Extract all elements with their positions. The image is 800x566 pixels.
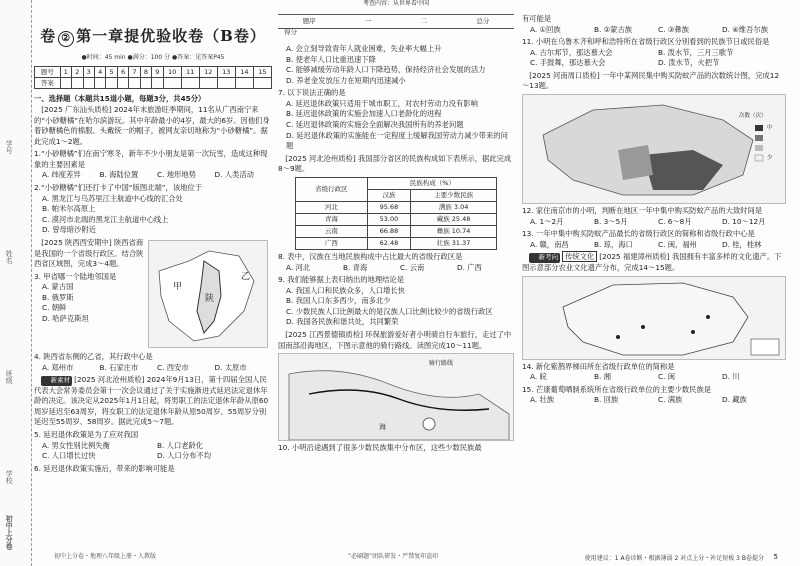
option[interactable]: A. 皖 (530, 372, 547, 382)
table-cell: 满族 3.04 (410, 201, 497, 213)
binding-label-school: 学校 (5, 470, 14, 484)
middle-footer: “必刷题”团队研发・严禁复印盗印 (348, 553, 439, 561)
header-row-label: 得分 (284, 28, 297, 36)
option[interactable]: B. 青海 (343, 262, 368, 272)
options-15 (522, 395, 786, 406)
ethnic-table-subhead: 汉族 (368, 189, 411, 201)
options-6 (278, 44, 514, 86)
option[interactable]: C. 人口增长过快 (42, 451, 96, 461)
option[interactable]: A. 赣，南昌 (530, 239, 569, 249)
answer-cell[interactable] (235, 78, 253, 89)
table-cell: 彝族 10.74 (410, 225, 497, 237)
option[interactable]: D. 曾母暗沙附近 (42, 225, 97, 235)
answer-cell[interactable] (83, 78, 94, 89)
q10-continued: 有可能是 (522, 14, 552, 23)
left-column (34, 0, 272, 566)
option[interactable]: B. 人口老龄化 (157, 440, 204, 450)
option[interactable]: C. 延迟退休政策的实施会全面解决我国所有的养老问题 (286, 120, 464, 130)
option[interactable]: B. 延迟退休政策的实施会加速人口老龄化的进程 (286, 109, 442, 119)
route-map-drawing (279, 354, 513, 440)
question-1: 1.“小砂糖橘”们在南宁寒冬，新年不少小朋友是第一次玩雪，造成这种现象的主要因素是 (34, 149, 268, 169)
option[interactable]: B. 我国人口东多西少，南多北少 (286, 296, 391, 306)
ethnic-table-subhead: 主要少数民族 (410, 189, 497, 201)
header-note: 考查内容：从世界看中国 (362, 0, 429, 7)
table-cell: 62.48 (368, 237, 411, 249)
option[interactable]: A. 河北 (286, 262, 311, 272)
option[interactable]: D. ④维吾尔族 (722, 24, 768, 34)
options-7 (278, 99, 514, 152)
option[interactable]: B. 石家庄市 (99, 362, 139, 372)
header-col: 一 (364, 17, 372, 25)
question-14: 14. 新化紫鹊界梯田所在省级行政单位的简称是 (522, 361, 675, 371)
legend-low: 少 (767, 155, 773, 162)
table-cell: 藏族 25.48 (410, 213, 497, 225)
option[interactable]: D. 10～12月 (722, 216, 766, 226)
binding-label-class: 班级 (5, 370, 14, 384)
option[interactable]: C. 西安市 (157, 362, 189, 372)
answer-cell[interactable] (217, 78, 235, 89)
option[interactable]: C. 少数民族人口比例最大的是汉族人口比例比较少的省级行政区 (286, 306, 493, 316)
passage-2: [2025 陕西西安期中] 陕西省商是我国的一个省级行政区。结合陕西省区域图，完成3～4题。 (34, 237, 144, 269)
option[interactable]: D. 藏族 (722, 395, 747, 405)
options-14 (522, 372, 786, 383)
answer-table (34, 66, 272, 89)
title-number: ② (58, 31, 74, 47)
answer-col: 3 (83, 67, 94, 78)
answer-cell[interactable] (152, 78, 163, 89)
option[interactable]: C. 6～8月 (658, 216, 692, 226)
question-13: 13. 一年中集中购买防蚊产品最长的省级行政区的简称和省级行政中心是 (522, 229, 755, 239)
question-5: 5. 延迟退休政策是为了应对我国 (34, 430, 139, 439)
option[interactable]: C. 闽，福州 (658, 239, 697, 249)
legend-title: 次数（次） (739, 113, 767, 120)
header-col: 总分 (476, 17, 490, 25)
option[interactable]: D. 我国各民族和谐共处，共同繁荣 (286, 317, 399, 327)
passage-3-text: [2025 河北沧州质检] 2024年9月13日，第十四届全国人民代表大会常务委员会第十一次会议通过了关于实施渐进式延迟法定退休年龄的决定。该决定从2025年1月1日起，将男职工的法定退休年龄从原60周岁延迟至63周岁，将女职工的法定退休年龄从原50周岁、55周岁分别延迟至55周岁、58周岁。据此完成5～7题。 (34, 375, 269, 427)
option[interactable]: B. 使老年人口比重迅速下降 (286, 54, 376, 64)
option[interactable]: D. 广西 (457, 262, 482, 272)
table-cell: 壮族 31.37 (410, 237, 497, 249)
mosquito-map-drawing (523, 95, 785, 203)
map-label-jia: 甲 (173, 281, 183, 292)
option[interactable]: C. 云南 (400, 262, 425, 272)
answer-col: 10 (163, 67, 181, 78)
table-row (295, 201, 497, 213)
question-15: 15. 芒康葡萄晒制系统所在省级行政单位的主要少数民族是 (522, 384, 712, 394)
q3-4-block (34, 238, 272, 350)
legend-high: 中 (767, 125, 773, 132)
passage-7-text: [2025 福建漳州质检] 我国拥有丰富多样的文化遗产。下图示意部分农业文化遗产分布，完成14～15题。 (522, 252, 782, 272)
answer-col: 5 (106, 67, 117, 78)
option[interactable]: B. 湘 (594, 372, 611, 382)
options-9 (278, 286, 514, 328)
heritage-map-drawing (523, 277, 785, 359)
binding-label-name: 姓名 (5, 250, 14, 264)
mosquito-map (522, 94, 786, 204)
right-column (522, 0, 786, 566)
option[interactable]: B. 琼，海口 (594, 239, 633, 249)
question-9: 9. 我们能够据上表归纳出的地理结论是 (278, 275, 405, 285)
new-direction-tag: 新考向 (529, 253, 560, 262)
answer-table-head: 题号 (35, 67, 61, 78)
option[interactable]: A. 黑龙江与乌苏里江主航道中心线的汇合处 (42, 193, 183, 203)
option[interactable]: B. 帕米尔高原上 (42, 204, 96, 214)
passage-6: [2025 河南周口质检] 一年中某网民集中购买防蚊产品的次数统计图，完成12～13题。 (522, 70, 780, 91)
option[interactable]: C. 漠河市北端的黑龙江主航道中心线上 (42, 214, 169, 224)
answer-col: 14 (235, 67, 253, 78)
passage-3 (34, 375, 272, 428)
answer-col: 11 (181, 67, 199, 78)
table-row (295, 213, 497, 225)
answer-cell[interactable] (140, 78, 151, 89)
passage-7 (522, 252, 786, 273)
question-10: 10. 小明沿途遇到了很多少数民族集中分布区，这些少数民族最 (278, 443, 482, 453)
passage-4: [2025 河北沧州质检] 我国部分省区的民族构成如下表所示，据此完成8～9题。 (278, 153, 512, 174)
option[interactable]: A. 纬度差异 (42, 170, 81, 180)
option[interactable]: B. 泼水节，三月三歌节 (658, 47, 734, 57)
question-4: 4. 陕西省东侧的乙省，其行政中心是 (34, 351, 153, 361)
option[interactable]: C. 手鼓舞，那达慕大会 (530, 58, 606, 68)
usage-tip: 使用建议：1 A卷诊断・根据薄弱 2 对点上分・补足短板 3 B卷提分 (584, 555, 764, 563)
answer-cell[interactable] (163, 78, 181, 89)
answer-row-label: 答案 (35, 78, 61, 89)
option[interactable]: A. 延迟退休政策只适用于城市职工，对农村劳动力没有影响 (286, 98, 478, 108)
score-header-cols (278, 14, 514, 29)
table-row (295, 237, 497, 249)
answer-cell[interactable] (253, 78, 271, 89)
new-material-tag: 新素材 (41, 376, 72, 385)
question-8: 8. 表中，汉族在当地民族构成中占比最大的省级行政区是 (278, 251, 463, 261)
middle-column (278, 0, 514, 566)
table-cell: 青海 (295, 213, 368, 225)
option[interactable]: D. 养老金发放压力在短期内迅速减小 (286, 75, 406, 85)
option[interactable]: C. 满族 (658, 395, 683, 405)
option[interactable]: A. 我国人口和民族众多，人口增长快 (286, 285, 405, 295)
table-row (295, 225, 497, 237)
answer-cell[interactable] (106, 78, 117, 89)
option[interactable]: D. 泼水节，火把节 (658, 58, 720, 68)
options-3 (34, 282, 144, 324)
options-2 (34, 194, 272, 236)
answer-col: 4 (94, 67, 105, 78)
score-header (278, 0, 514, 44)
option[interactable]: A. 郑州市 (42, 362, 74, 372)
options-12 (522, 217, 786, 228)
passage-1: [2025 广东汕头质检] 2024年末旅游旺季期间，11名从广西南宁来的“小砂糖橘”在哈尔滨游玩。其中年龄最小的4岁，最大的6岁。因他们身着砂糖橘色的棉服、头戴统一的帽子，被网友亲切地称为“小砂糖橘”。据此完成1～2题。 (34, 105, 270, 146)
options-11 (522, 48, 786, 69)
page-title (34, 26, 272, 48)
shaanxi-map (148, 240, 268, 348)
title-main: 第一章提优验收卷（B卷） (76, 27, 266, 45)
binding-logo: 初中上分卷 (5, 515, 14, 550)
answer-col: 8 (140, 67, 151, 78)
section-heading: 一、选择题（本题共15道小题，每题3分，共45分） (34, 94, 206, 104)
left-footer: 初中上分卷・地理八年级上册・人教版 (54, 553, 157, 561)
option[interactable]: A. 男女性别比例失衡 (42, 440, 110, 450)
page-number: 5 (773, 552, 778, 561)
option[interactable]: A. 蒙古国 (42, 282, 74, 292)
answer-col: 7 (129, 67, 140, 78)
answer-cell[interactable] (117, 78, 128, 89)
answer-cell[interactable] (129, 78, 140, 89)
tradition-tag: 传统文化 (562, 251, 597, 262)
answer-col: 6 (117, 67, 128, 78)
answer-cell[interactable] (181, 78, 199, 89)
option[interactable]: B. 俄罗斯 (42, 292, 74, 302)
question-2: 2.“小砂糖橘”们还打卡了中国“版图北端”，该地位于 (34, 183, 203, 193)
options-13 (522, 240, 786, 251)
option[interactable]: D. 延迟退休政策的实施能在一定程度上缓解我国劳动力减少带来的问题 (286, 130, 508, 151)
route-sea-label: 海 (379, 423, 386, 432)
option[interactable]: D. 哈萨克斯坦 (42, 314, 89, 323)
table-cell: 66.88 (368, 225, 411, 237)
passage-5: [2025 江西景德镇质检] 环保旅游爱好者小明骑自行车旅行，走过了中国南部沿海地区，下图示意他的骑行路线。读图完成10～11题。 (278, 329, 512, 350)
question-3: 3. 甲省哪一个陆地邻国是 (34, 271, 117, 281)
title-prefix: 卷 (40, 27, 57, 45)
option[interactable]: A. 1～2月 (530, 216, 564, 226)
table-cell: 云南 (295, 225, 368, 237)
option[interactable]: D. 川 (722, 372, 740, 382)
table-cell: 53.00 (368, 213, 411, 225)
option[interactable]: A. ①回族 (530, 24, 561, 34)
option[interactable]: C. 朝鲜 (42, 303, 67, 313)
header-col: 二 (420, 17, 428, 25)
option[interactable]: B. ②蒙古族 (594, 24, 633, 34)
answer-cell[interactable] (72, 78, 83, 89)
options-1 (34, 170, 272, 181)
answer-cell[interactable] (94, 78, 105, 89)
route-map (278, 353, 514, 441)
question-7: 7. 以下说法正确的是 (278, 88, 346, 98)
option[interactable]: A. 壮族 (530, 395, 555, 405)
binding-strip (0, 0, 32, 566)
option[interactable]: C. ③彝族 (658, 24, 689, 34)
question-12: 12. 家住南京市的小明，判断在地区一年中集中购买防蚊产品的大致时间是 (522, 206, 763, 216)
table-cell: 广西 (295, 237, 368, 249)
options-10 (522, 25, 786, 36)
route-legend: 骑行路线 (429, 360, 454, 368)
answer-col: 12 (199, 67, 217, 78)
answer-col: 2 (72, 67, 83, 78)
answer-col: 15 (253, 67, 271, 78)
option[interactable]: D. 太原市 (214, 362, 247, 372)
answer-cell[interactable] (60, 78, 71, 89)
options-5 (34, 441, 272, 462)
map-label-shaan: 陕 (205, 293, 215, 304)
question-11: 11. 小明在乌鲁木齐和呼和浩特所在省级行政区分别看到的民族节日或民俗是 (522, 37, 770, 47)
option[interactable]: D. 人口分布不均 (157, 451, 212, 461)
answer-cell[interactable] (199, 78, 217, 89)
question-6: 6. 延迟退休政策实施后，带来的影响可能是 (34, 463, 175, 473)
option[interactable]: C. 地形地势 (157, 170, 196, 180)
answer-col: 13 (217, 67, 235, 78)
header-col: 题序 (302, 17, 316, 25)
options-4 (34, 363, 272, 374)
options-8 (278, 263, 514, 274)
option[interactable]: B. 回族 (594, 395, 619, 405)
ethnic-table-head: 省级行政区 (295, 177, 368, 201)
answer-col: 9 (152, 67, 163, 78)
ethnic-table (295, 177, 498, 250)
map-label-yi: 乙 (241, 271, 251, 282)
table-cell: 河北 (295, 201, 368, 213)
option[interactable]: C. 闽 (658, 372, 676, 382)
option[interactable]: B. 3～5月 (594, 216, 628, 226)
option[interactable]: D. 桂，桂林 (722, 239, 762, 249)
binding-label-id: 学号 (5, 140, 14, 154)
answer-col: 1 (60, 67, 71, 78)
option[interactable]: C. 能够减缓劳动年龄人口下降趋势，保持经济社会发展的活力 (286, 65, 486, 75)
heritage-map (522, 276, 786, 360)
exam-meta: ●时间：45 min ●满分：100 分 ●答案：见答案P45 (81, 53, 225, 61)
table-cell: 95.68 (368, 201, 411, 213)
option[interactable]: A. 会立刻导致青年人就业困难，失业率大幅上升 (286, 44, 442, 53)
option[interactable]: D. 人类活动 (214, 170, 254, 180)
option[interactable]: B. 海陆位置 (99, 170, 139, 180)
ethnic-table-head: 民族构成（%） (368, 177, 497, 189)
option[interactable]: A. 古尔邦节，那达慕大会 (530, 47, 613, 57)
